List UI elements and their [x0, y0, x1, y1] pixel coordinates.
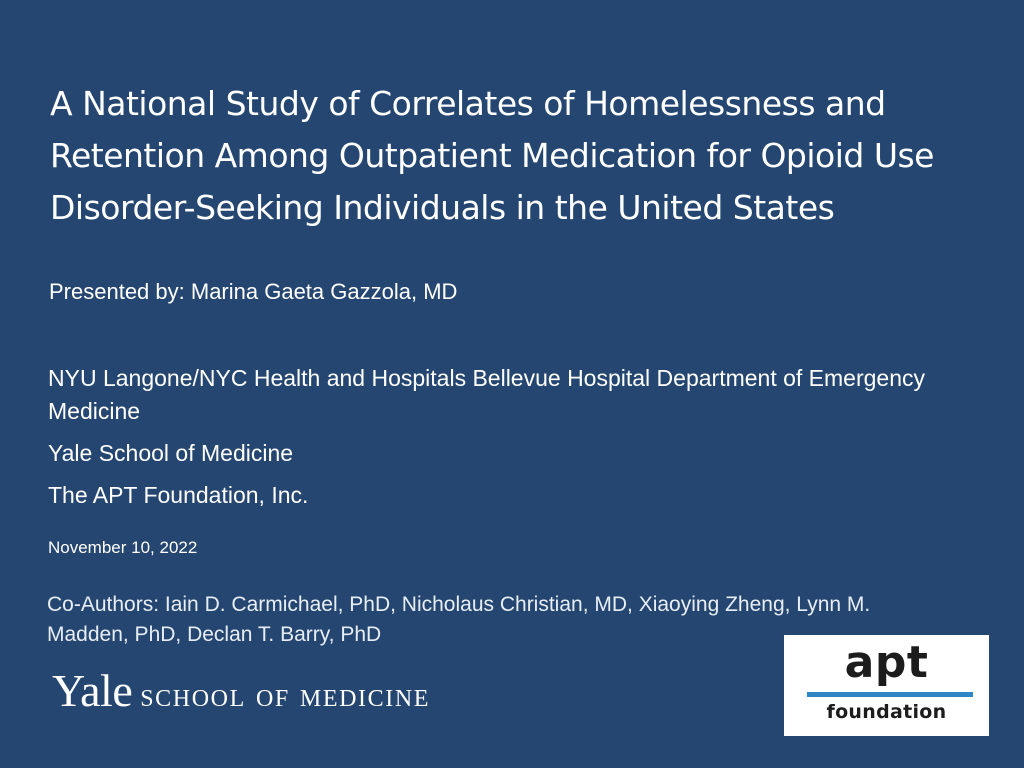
slide-title: A National Study of Correlates of Homelessness and Retention Among Outpatient Medication for Opioid Use Disorder-Seeking Individuals in the United States [50, 84, 934, 227]
affiliation-yale: Yale School of Medicine [48, 440, 294, 466]
yale-school-of-medicine-logo [52, 664, 430, 717]
yale-logo-wordmark: Yale [52, 665, 133, 716]
affiliations-list [48, 362, 978, 512]
presenter-line: Presented by: Marina Gaeta Gazzola, MD [49, 279, 458, 304]
apt-logo-accent-bar [807, 692, 973, 697]
presentation-date: November 10, 2022 [48, 538, 198, 557]
apt-foundation-logo [784, 635, 989, 736]
apt-logo-subtitle: foundation [826, 701, 947, 723]
affiliation-nyu: NYU Langone/NYC Health and Hospitals Bellevue Hospital Department of Emergency Medicine [48, 365, 926, 424]
coauthors-line: Co-Authors: Iain D. Carmichael, PhD, Nicholaus Christian, MD, Xiaoying Zheng, Lynn M. Madden, PhD, Declan T. Barry, PhD [47, 593, 871, 646]
yale-logo-school: school of medicine [140, 677, 431, 714]
affiliation-apt: The APT Foundation, Inc. [48, 482, 309, 508]
apt-logo-wordmark: apt [844, 637, 929, 688]
